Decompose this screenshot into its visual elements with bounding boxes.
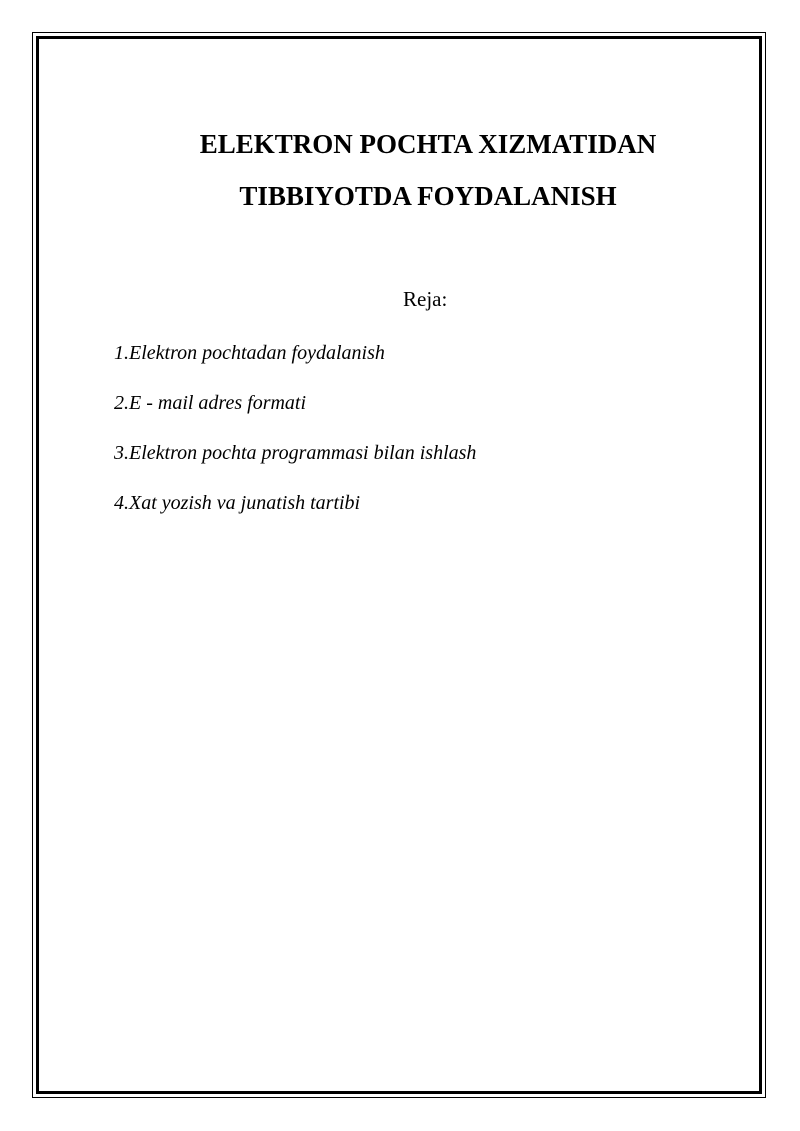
plan-item-1: 1.Elektron pochtadan foydalanish bbox=[114, 342, 385, 364]
document-title-line-1: ELEKTRON POCHTA XIZMATIDAN bbox=[199, 129, 657, 159]
plan-list bbox=[114, 340, 476, 540]
plan-item-3: 3.Elektron pochta programmasi bilan ishlash bbox=[114, 442, 477, 464]
plan-heading: Reja: bbox=[403, 287, 448, 311]
plan-item-4: 4.Xat yozish va junatish tartibi bbox=[114, 492, 361, 514]
document-title-line-2: TIBBIYOTDA FOYDALANISH bbox=[239, 181, 617, 211]
plan-item-2: 2.E - mail adres formati bbox=[114, 392, 307, 414]
